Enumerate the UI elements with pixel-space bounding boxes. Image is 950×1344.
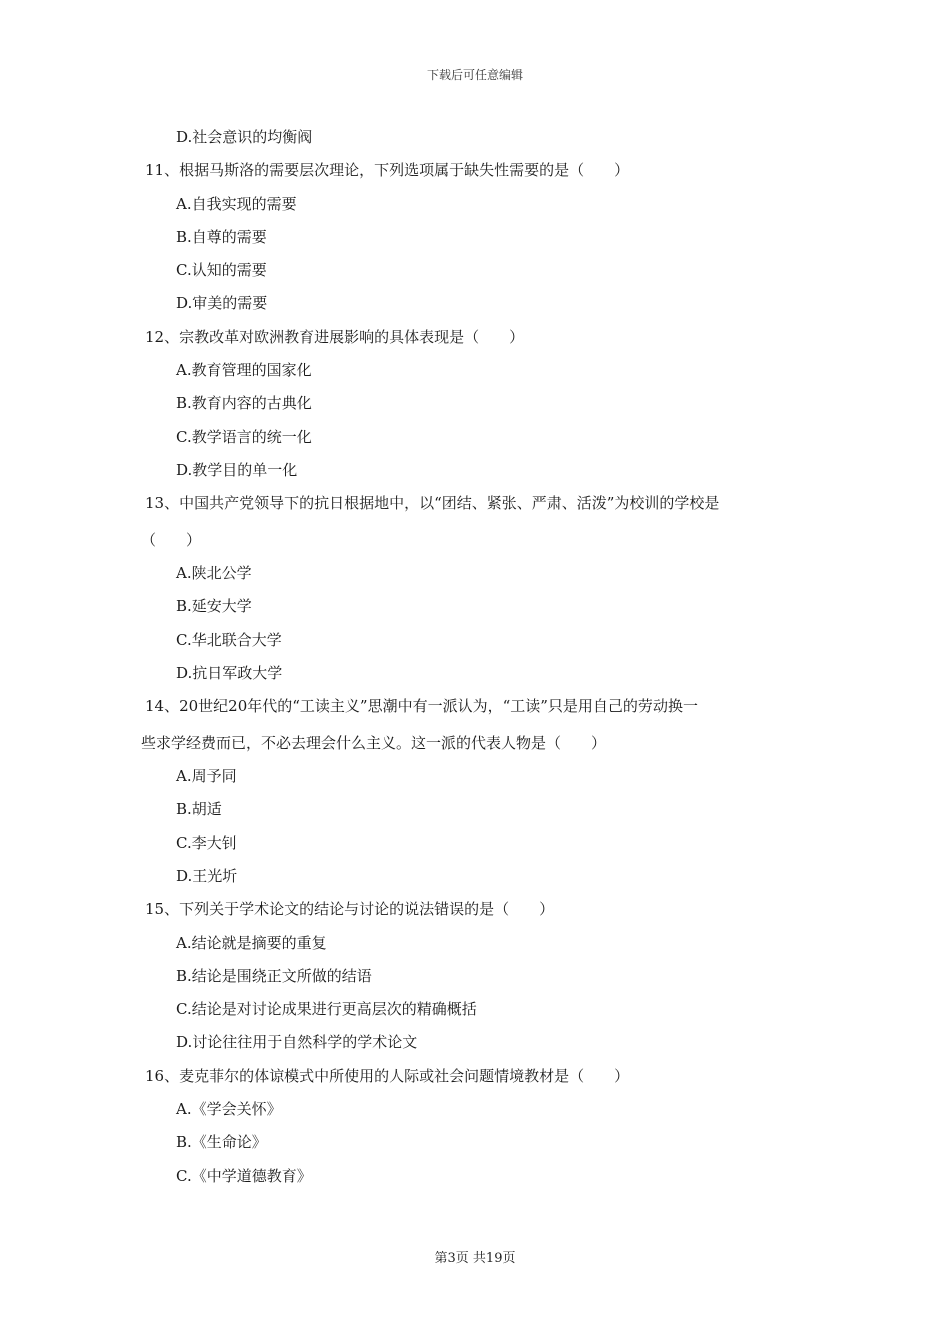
answer-option: B.延安大学 (176, 597, 252, 616)
answer-option: D.审美的需要 (176, 294, 268, 313)
answer-option: C.《中学道德教育》 (176, 1166, 312, 1185)
question-text: 13、中国共产党领导下的抗日根据地中，以“团结、紧张、严肃、活泼”为校训的学校是 (145, 494, 720, 513)
question-text-continued: 些求学经费而已，不必去理会什么主义。这一派的代表人物是（ ） (141, 733, 607, 752)
answer-option: B.自尊的需要 (176, 227, 267, 246)
answer-option: B.胡适 (176, 800, 222, 819)
page-footer: 第3页 共19页 (434, 1251, 516, 1266)
answer-option: A.《学会关怀》 (176, 1100, 282, 1119)
question-list (141, 126, 810, 1198)
answer-option: D.王光圻 (176, 866, 238, 885)
question-text: 12、宗教改革对欧洲教育进展影响的具体表现是（ ） (145, 327, 525, 346)
answer-option: B.《生命论》 (176, 1133, 267, 1152)
answer-option: D.教学目的单一化 (176, 460, 298, 479)
answer-option: C.李大钊 (176, 833, 237, 852)
question-text: 14、20世纪20年代的“工读主义”思潮中有一派认为，“工读”只是用自己的劳动换一 (145, 697, 698, 716)
answer-option: A.陕北公学 (176, 564, 252, 583)
answer-option: A.结论就是摘要的重复 (176, 933, 327, 952)
answer-option: D.讨论往往用于自然科学的学术论文 (176, 1033, 418, 1052)
answer-option: C.华北联合大学 (176, 630, 282, 649)
answer-option: D.社会意识的均衡阀 (176, 128, 313, 146)
answer-option: A.教育管理的国家化 (176, 361, 312, 380)
answer-option: A.自我实现的需要 (176, 194, 297, 213)
question-text-continued: （ ） (141, 530, 202, 549)
page-header: 下载后可任意编辑 (426, 68, 523, 82)
answer-option: C.教学语言的统一化 (176, 427, 312, 446)
question-text: 11、根据马斯洛的需要层次理论，下列选项属于缺失性需要的是（ ） (145, 161, 630, 180)
answer-option: B.教育内容的古典化 (176, 394, 312, 413)
answer-option: C.结论是对讨论成果进行更高层次的精确概括 (176, 1000, 477, 1019)
answer-option: B.结论是围绕正文所做的结语 (176, 966, 372, 985)
answer-option: D.抗日军政大学 (176, 663, 283, 682)
question-text: 16、麦克菲尔的体谅模式中所使用的人际或社会问题情境教材是（ ） (145, 1066, 630, 1085)
answer-option: A.周予同 (176, 767, 237, 786)
answer-option: C.认知的需要 (176, 261, 267, 280)
question-text: 15、下列关于学术论文的结论与讨论的说法错误的是（ ） (145, 900, 555, 919)
